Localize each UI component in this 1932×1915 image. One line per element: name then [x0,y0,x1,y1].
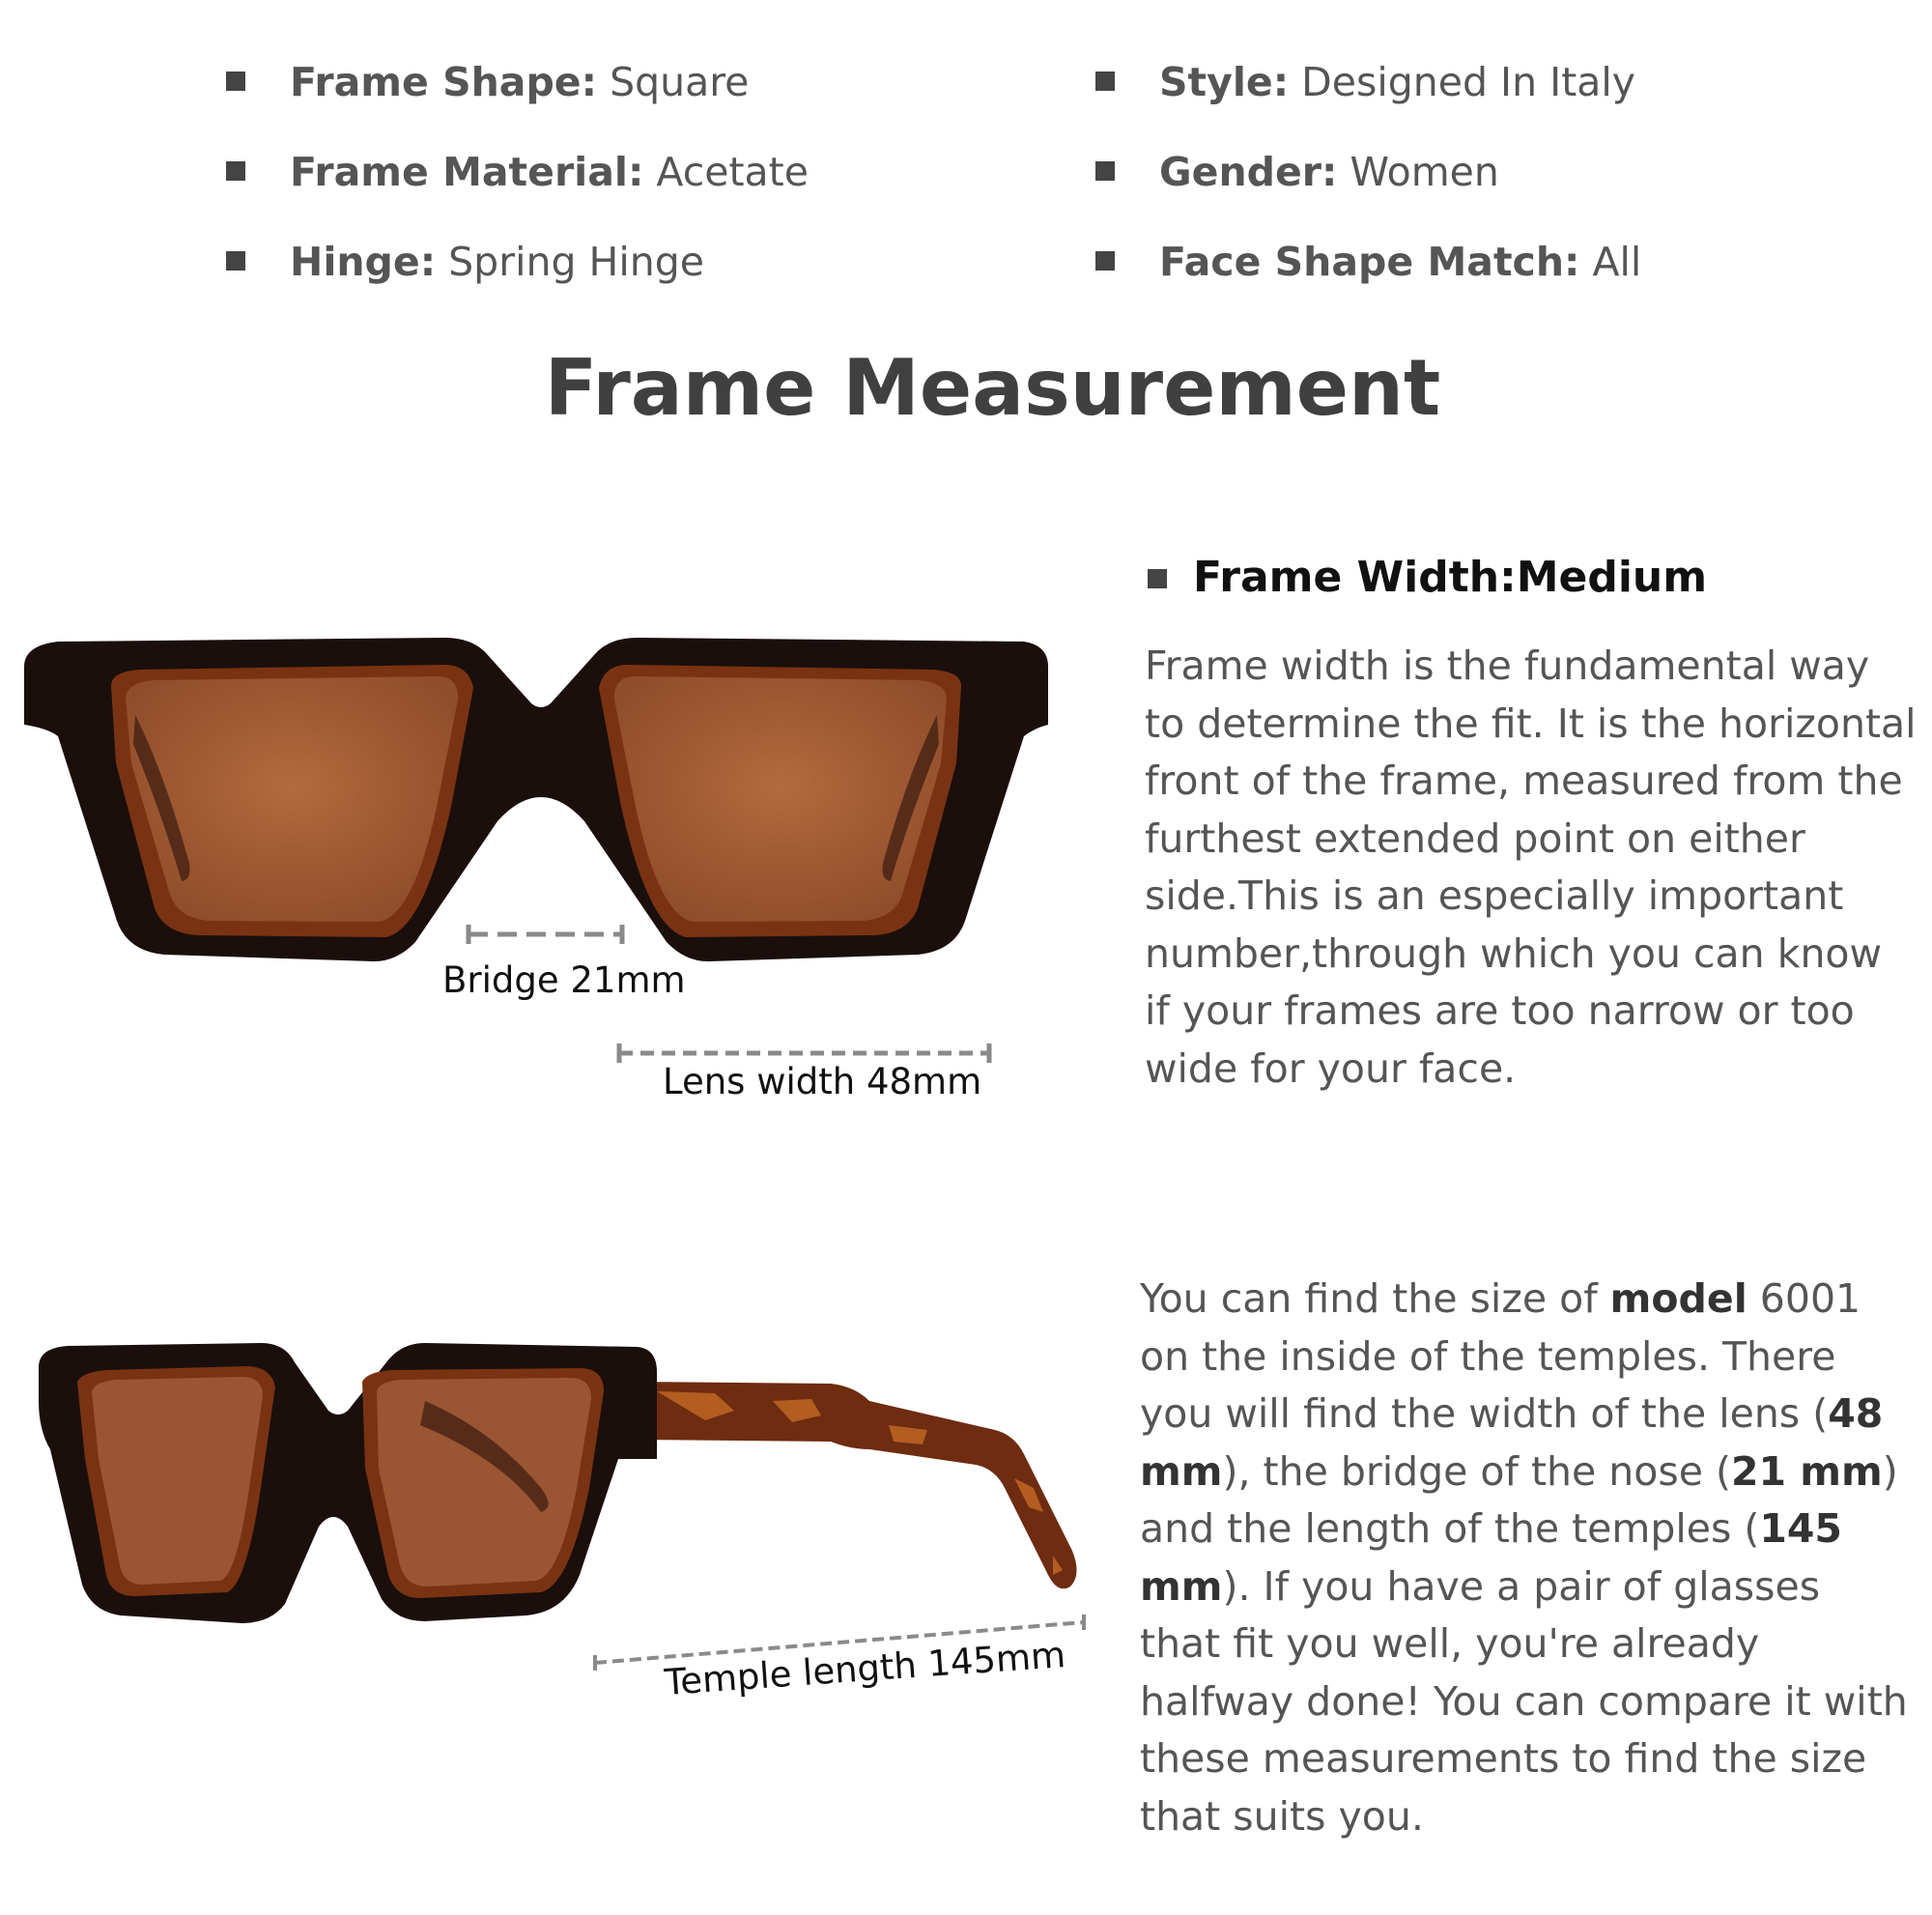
size-info-text: You can find the size of [1140,1275,1610,1322]
spec-value: Square [610,59,750,105]
frame-width-heading-text: Frame Width:Medium [1193,553,1708,602]
spec-list-right [1159,39,1641,308]
spec-key: Frame Shape: [290,59,598,105]
spec-key: Frame Material: [290,149,644,195]
spec-key: Gender: [1159,149,1338,195]
spec-value: All [1592,239,1642,285]
spec-item-gender [1159,129,1641,218]
square-bullet-icon [1095,161,1115,181]
lens-value: 48 mm [1140,1390,1884,1495]
square-bullet-icon [1095,251,1115,271]
spec-item-hinge [290,218,809,308]
size-info-text: on the inside of the temples. There you will find the width of the lens ( [1140,1332,1836,1437]
square-bullet-icon [226,161,245,181]
size-info-text: ), the bridge of the nose ( [1222,1447,1731,1495]
spec-item-style [1159,39,1641,129]
square-bullet-icon [226,71,245,91]
spec-key: Face Shape Match: [1159,239,1580,285]
spec-value: Designed In Italy [1301,59,1636,105]
square-bullet-icon [1148,569,1167,588]
model-number: 6001 [1747,1275,1861,1322]
frame-width-heading [1148,546,1707,609]
size-info-text: ) and the length of the temples ( [1140,1447,1898,1552]
temple-value: 145 mm [1140,1505,1842,1610]
lens-width-label: Lens width 48mm [663,1061,982,1102]
model-label: model [1609,1275,1747,1322]
spec-list-left [290,39,809,308]
size-info-description [1140,1271,1913,1845]
square-bullet-icon [226,251,245,271]
bridge-dimension-line [466,923,625,946]
spec-key: Hinge: [290,239,437,285]
frame-width-description: Frame width is the fundamental way to determine the fit. It is the horizontal front of the frame, measured from the furthest extended point on either side.This is an especially important number,through which you can know if your frames are too narrow or too wide for your face. [1145,643,1917,1092]
spec-key: Style: [1159,59,1290,105]
size-info-text: ). If you have a pair of glasses that fit you well, you're already halfway done! You can compare it with these measurements to find the size that suits you. [1140,1562,1908,1840]
spec-value: Acetate [656,149,809,195]
spec-value: Women [1350,149,1499,195]
section-title: Frame Measurement [544,343,1441,433]
sunglasses-side-image [39,1343,1092,1633]
spec-value: Spring Hinge [448,239,704,285]
bridge-label: Bridge 21mm [442,959,686,1001]
bridge-value: 21 mm [1730,1447,1883,1495]
square-bullet-icon [1095,71,1115,91]
spec-item-frame-material [290,129,809,218]
temple-length-label: Temple length 145mm [663,1634,1067,1703]
spec-item-frame-shape [290,39,809,129]
spec-item-face-shape [1159,218,1641,308]
